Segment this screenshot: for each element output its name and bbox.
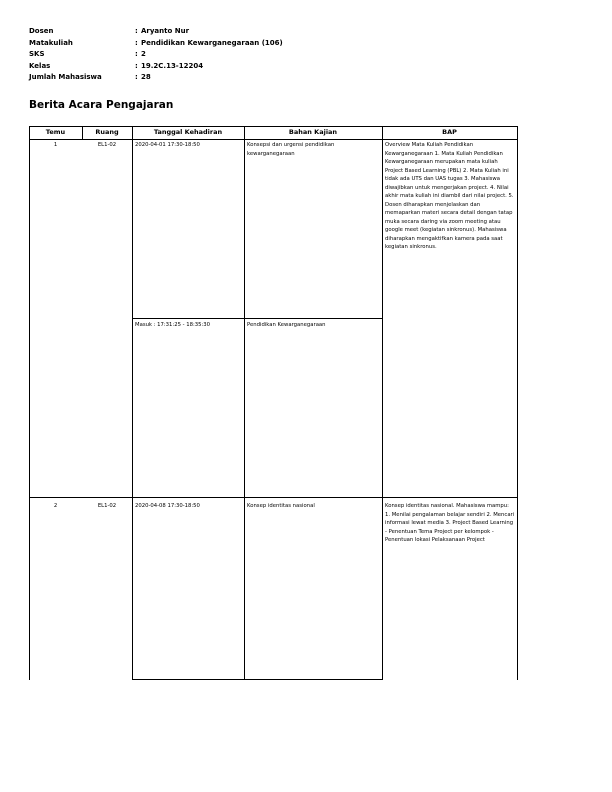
row2-temu: 2 <box>53 503 58 509</box>
col-header-bap: BAP <box>442 128 457 136</box>
info-row-matakuliah <box>29 38 283 50</box>
info-label: Jumlah Mahasiswa <box>29 73 102 81</box>
row1-bap: Overview Mata Kuliah Pendidikan Kewarganegaraan 1. Mata Kuliah Pendidikan Kewarganegaraan merupakan mata kuliah Project Based Learning (PBL) 2. Mata Kuliah ini tidak ada UTS dan UAS tugas 3. Mahasiswa diwajibkan untuk mengerjakan project. 4. Nilai akhir mata kuliah ini diambil dari nilai project. 5. Dosen diharapkan menjelaskan dan memaparkan materi secara detail dengan tatap muka secara daring via zoom meeting atau google meet (kegiatan sinkronus). Mahasiswa diharapkan mengaktifkan kamera pada saat kegiatan sinkronus. <box>385 142 514 250</box>
info-row-kelas <box>29 61 283 73</box>
col-header-tanggal: Tanggal Kehadiran <box>153 128 223 136</box>
info-value-kelas: 19.2C.13-12204 <box>141 61 204 70</box>
row-divider <box>29 497 518 498</box>
table-right-border <box>517 126 518 680</box>
col-divider-tanggal <box>244 126 245 680</box>
info-value-sks: 2 <box>141 50 146 58</box>
row2-bap: Konsep identitas nasional. Mahasiswa mampu: 1. Menilai pengalaman belajar sendiri 2. Mencari informasi lewat media 3. Project Based Learning - Penentuan Tema Project per kelompok - Penentuan lokasi Pelaksanaan Project <box>385 503 515 543</box>
header-bottom-border <box>29 139 518 140</box>
info-value-jumlah-mahasiswa: 28 <box>141 73 151 81</box>
row1-temu: 1 <box>53 142 58 148</box>
row1-tanggal: 2020-04-01 17:30-18:50 <box>135 142 200 148</box>
col-header-temu: Temu <box>45 128 66 136</box>
course-info <box>29 26 283 84</box>
row1-bahan: Konsepsi dan urgensi pendidikan kewarganegaraan <box>247 142 335 157</box>
info-label: Matakuliah <box>29 38 73 47</box>
info-row-sks <box>29 49 283 61</box>
row2-bahan: Konsep identitas nasional <box>247 503 315 509</box>
info-value-matakuliah: Pendidikan Kewarganegaraan (106) <box>141 38 283 47</box>
info-value-dosen: Aryanto Nur <box>141 27 190 35</box>
table-left-border <box>29 126 30 680</box>
section-title: Berita Acara Pengajaran <box>29 99 174 111</box>
info-colon: : <box>135 27 138 35</box>
info-colon: : <box>135 61 138 70</box>
info-label: Kelas <box>29 61 51 70</box>
info-label: SKS <box>29 50 45 58</box>
col-header-ruang: Ruang <box>95 128 119 136</box>
info-colon: : <box>135 50 138 58</box>
info-row-jumlah-mahasiswa <box>29 72 283 84</box>
col-header-bahan: Bahan Kajian <box>288 128 338 136</box>
row1-sub-divider <box>132 318 382 319</box>
row2-ruang: EL1-02 <box>97 503 117 509</box>
col-divider-ruang <box>132 126 133 680</box>
col-divider-bahan <box>382 126 383 680</box>
info-colon: : <box>135 73 138 81</box>
info-colon: : <box>135 38 138 47</box>
info-row-dosen <box>29 26 283 38</box>
bap-table <box>29 126 518 680</box>
row1-bahan-detail: Pendidikan Kewarganegaraan <box>247 322 326 328</box>
info-label: Dosen <box>29 27 54 35</box>
row2-tanggal: 2020-04-08 17:30-18:50 <box>135 503 200 509</box>
row1-ruang: EL1-02 <box>97 142 117 148</box>
row1-attendance: Masuk : 17:31:25 - 18:35:30 <box>135 322 211 328</box>
row2-bottom-border <box>132 679 382 680</box>
